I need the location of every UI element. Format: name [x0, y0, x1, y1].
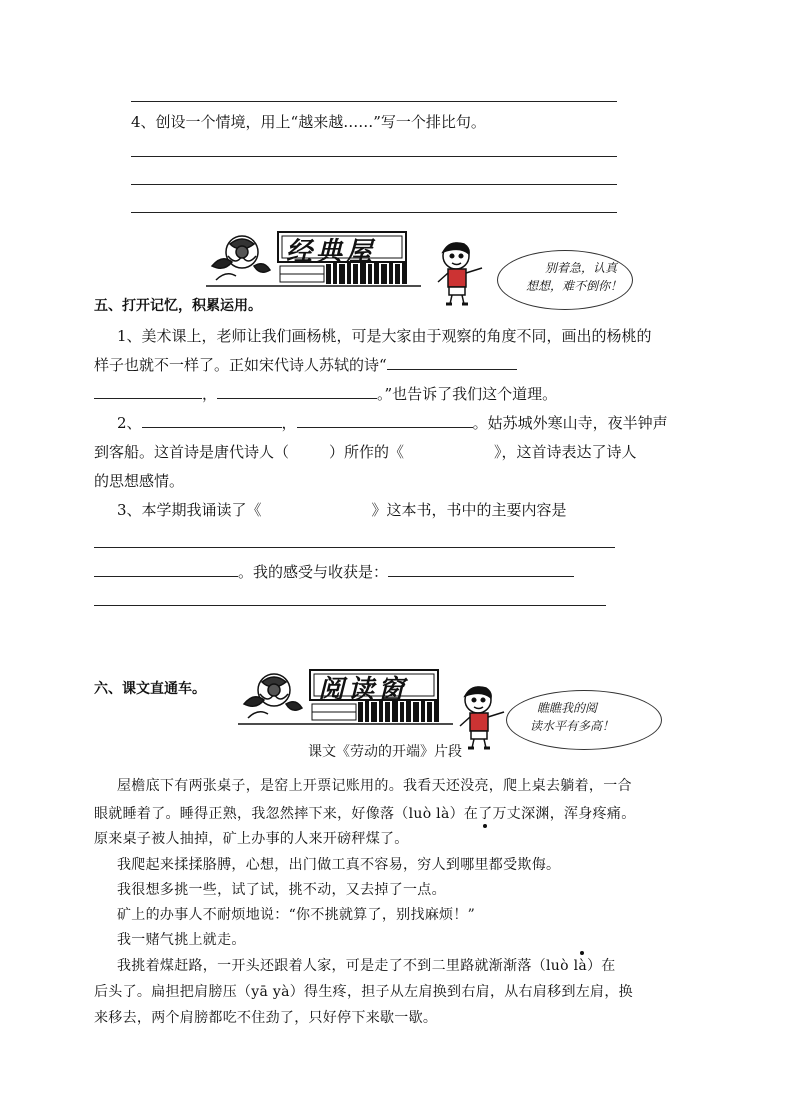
passage-line: 眼就睡着了。睡得正熟，我忽然摔下来，好像落（luò là）在了万丈深渊，浑身疼痛。 — [94, 806, 636, 822]
item-2-line-2-b: ）所作的《 — [329, 443, 405, 461]
bubble-text: 读水平有多高！ — [530, 719, 615, 733]
feeling-blank[interactable] — [388, 562, 574, 577]
comma: ， — [281, 414, 297, 432]
banner-title: 阅读窗 — [318, 675, 409, 705]
bubble-text: 别着急，认真 — [545, 261, 618, 275]
item-2-line-1 — [117, 413, 668, 433]
emphasis-dot — [580, 951, 584, 955]
section-5-heading: 五、打开记忆，积累运用。 — [94, 298, 262, 314]
poem-blank-4[interactable] — [142, 413, 282, 428]
comma: ， — [202, 385, 218, 403]
item-1-line-3-end: 。”也告诉了我们这个道理。 — [377, 385, 558, 403]
item-3-line-3 — [94, 562, 574, 582]
poem-blank-3[interactable] — [217, 384, 377, 399]
item-2-line-3: 的思想感情。 — [94, 472, 185, 490]
book-title-blank[interactable] — [262, 501, 372, 515]
bubble-text: 瞧瞧我的阅 — [537, 701, 598, 715]
item-2-prefix: 2、 — [117, 414, 142, 432]
passage-line: 我爬起来揉揉胳膊，心想，出门做工真不容易，穷人到哪里都受欺侮。 — [117, 857, 561, 873]
question-4: 4、创设一个情境，用上“越来越……”写一个排比句。 — [131, 113, 486, 131]
item-3-b: 》这本书，书中的主要内容是 — [371, 501, 567, 519]
passage-line: 我一赌气挑上就走。 — [117, 932, 246, 948]
section-6-heading: 六、课文直通车。 — [94, 681, 206, 697]
item-3-line-3-end: 。我的感受与收获是： — [238, 563, 389, 581]
passage-title: 课文《劳动的开端》片段 — [308, 744, 462, 760]
emphasis-dot — [483, 824, 487, 828]
content-blank[interactable] — [94, 562, 238, 577]
item-3-line-1 — [117, 500, 567, 520]
item-1-line-2 — [94, 355, 517, 375]
classics-banner — [206, 226, 421, 288]
answer-line[interactable] — [131, 212, 617, 213]
passage-line: 来移去，两个肩膀都吃不住劲了，只好停下来歇一歇。 — [94, 1010, 438, 1026]
passage-line: 屋檐底下有两张桌子，是窑上开票记账用的。我看天还没亮，爬上桌去躺着，一合 — [117, 778, 632, 794]
item-2-end: 。姑苏城外寒山寺，夜半钟声 — [472, 414, 668, 432]
item-2-line-2-c: 》，这首诗表达了诗人 — [494, 443, 637, 461]
passage-line: 原来桌子被人抽掉，矿上办事的人来开磅秤煤了。 — [94, 831, 409, 847]
passage-line: 后头了。扁担把肩膀压（yā yà）得生疼，担子从左肩换到右肩，从右肩移到左肩，换 — [94, 984, 633, 1000]
item-3-a: 3、本学期我诵读了《 — [117, 501, 262, 519]
item-2-line-2 — [94, 442, 637, 462]
poet-blank[interactable] — [289, 443, 329, 457]
poem-title-blank[interactable] — [404, 443, 494, 457]
passage-line: 我很想多挑一些，试了试，挑不动，又去掉了一点。 — [117, 882, 446, 898]
banner-title: 经典屋 — [286, 237, 377, 267]
answer-line[interactable] — [94, 547, 615, 548]
passage-line: 我挑着煤赶路，一开头还跟着人家，可是走了不到二里路就渐渐落（luò là）在 — [117, 958, 616, 974]
bubble-text: 想想，难不倒你！ — [526, 279, 623, 293]
poem-blank-5[interactable] — [297, 413, 473, 428]
reading-banner — [238, 664, 453, 726]
passage-line: 矿上的办事人不耐烦地说：“你不挑就算了，别找麻烦！” — [117, 907, 476, 923]
item-1-line-2-text: 样子也就不一样了。正如宋代诗人苏轼的诗“ — [94, 356, 387, 374]
answer-line[interactable] — [131, 156, 617, 157]
answer-line[interactable] — [94, 605, 606, 606]
poem-blank-1[interactable] — [387, 355, 517, 370]
item-2-line-2-a: 到客船。这首诗是唐代诗人（ — [94, 443, 290, 461]
answer-line[interactable] — [131, 101, 617, 102]
poem-blank-2[interactable] — [94, 384, 202, 399]
item-1-line-3 — [94, 384, 557, 404]
cartoon-boy — [430, 238, 492, 308]
item-1-line-1: 1、美术课上，老师让我们画杨桃，可是大家由于观察的角度不同，画出的杨桃的 — [117, 327, 652, 345]
answer-line[interactable] — [131, 184, 617, 185]
